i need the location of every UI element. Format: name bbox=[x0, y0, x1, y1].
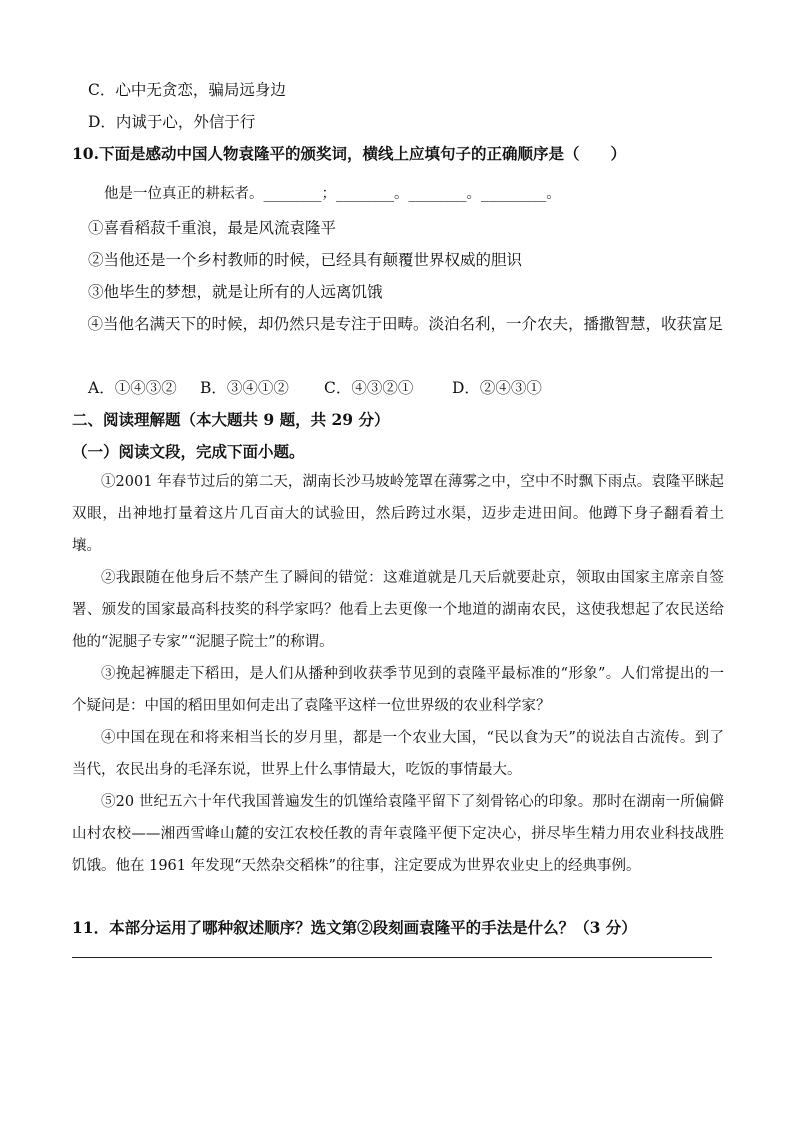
q9-option-c: C．心中无贪恋，骗局远身边 bbox=[88, 81, 286, 99]
reading-paragraph-5: ⑤20 世纪五六十年代我国普遍发生的饥馑给袁隆平留下了刻骨铭心的印象。那时在湖南一所偏僻山村农校——湘西雪峰山麓的安江农校任教的青年袁隆平便下定决心，拼尽毕生精力用农业科技战胜饥饿。他在 1961 年发现“天然杂交稻株”的往事，注定要成为世界农业史上的经典事例。 bbox=[72, 794, 724, 874]
q9-option-d: D．内诚于心，外信于行 bbox=[88, 113, 256, 131]
q10-stem: 10.下面是感动中国人物袁隆平的颁奖词，横线上应填句子的正确顺序是（ ） bbox=[72, 144, 626, 163]
q10-item-2: ②当他还是一个乡村教师的时候，已经具有颠覆世界权威的胆识 bbox=[88, 251, 523, 269]
q10-option-b: B．③④①② bbox=[200, 379, 289, 397]
section2-subtitle: （一）阅读文段，完成下面小题。 bbox=[72, 442, 305, 461]
q10-item-1: ①喜看稻菽千重浪，最是风流袁隆平 bbox=[88, 219, 337, 237]
q10-fill-line: 他是一位真正的耕耘者。________；________。________。_________。 bbox=[104, 186, 561, 202]
reading-paragraph-3: ③挽起裤腿走下稻田，是人们从播种到收获季节见到的袁隆平最标准的“形象”。人们常提出的一个疑问是：中国的稻田里如何走出了袁隆平这样一位世界级的农业科学家？ bbox=[72, 666, 724, 714]
q10-item-3: ③他毕生的梦想，就是让所有的人远离饥饿 bbox=[88, 283, 383, 301]
q11-stem: 11．本部分运用了哪种叙述顺序？选文第②段刻画袁隆平的手法是什么？（3 分） bbox=[72, 918, 637, 937]
answer-line[interactable] bbox=[72, 957, 712, 958]
q10-option-d: D．②④③① bbox=[452, 379, 542, 397]
reading-paragraph-2: ②我跟随在他身后不禁产生了瞬间的错觉：这难道就是几天后就要赴京，领取由国家主席亲自签署、颁发的国家最高科技奖的科学家吗？他看上去更像一个地道的湖南农民，这使我想起了农民送给他的“泥腿子专家”“泥腿子院士”的称谓。 bbox=[72, 570, 724, 650]
reading-paragraph-4: ④中国在现在和将来相当长的岁月里，都是一个农业大国，“民以食为天”的说法自古流传。到了当代，农民出身的毛泽东说，世界上什么事情最大，吃饭的事情最大。 bbox=[72, 730, 724, 778]
q10-item-4: ④当他名满天下的时候，却仍然只是专注于田畴。淡泊名利，一介农夫，播撒智慧，收获富足 bbox=[87, 315, 724, 333]
q10-option-a: A．①④③② bbox=[88, 379, 177, 397]
q10-option-c: C．④③②① bbox=[324, 379, 414, 397]
reading-paragraph-1: ①2001 年春节过后的第二天，湖南长沙马坡岭笼罩在薄雾之中，空中不时飘下雨点。袁隆平眯起双眼，出神地打量着这片几百亩大的试验田，然后跨过水渠，迈步走进田间。他蹲下身子翻看着土壤。 bbox=[72, 474, 724, 554]
section2-title: 二、阅读理解题（本大题共 9 题，共 29 分） bbox=[72, 410, 390, 429]
